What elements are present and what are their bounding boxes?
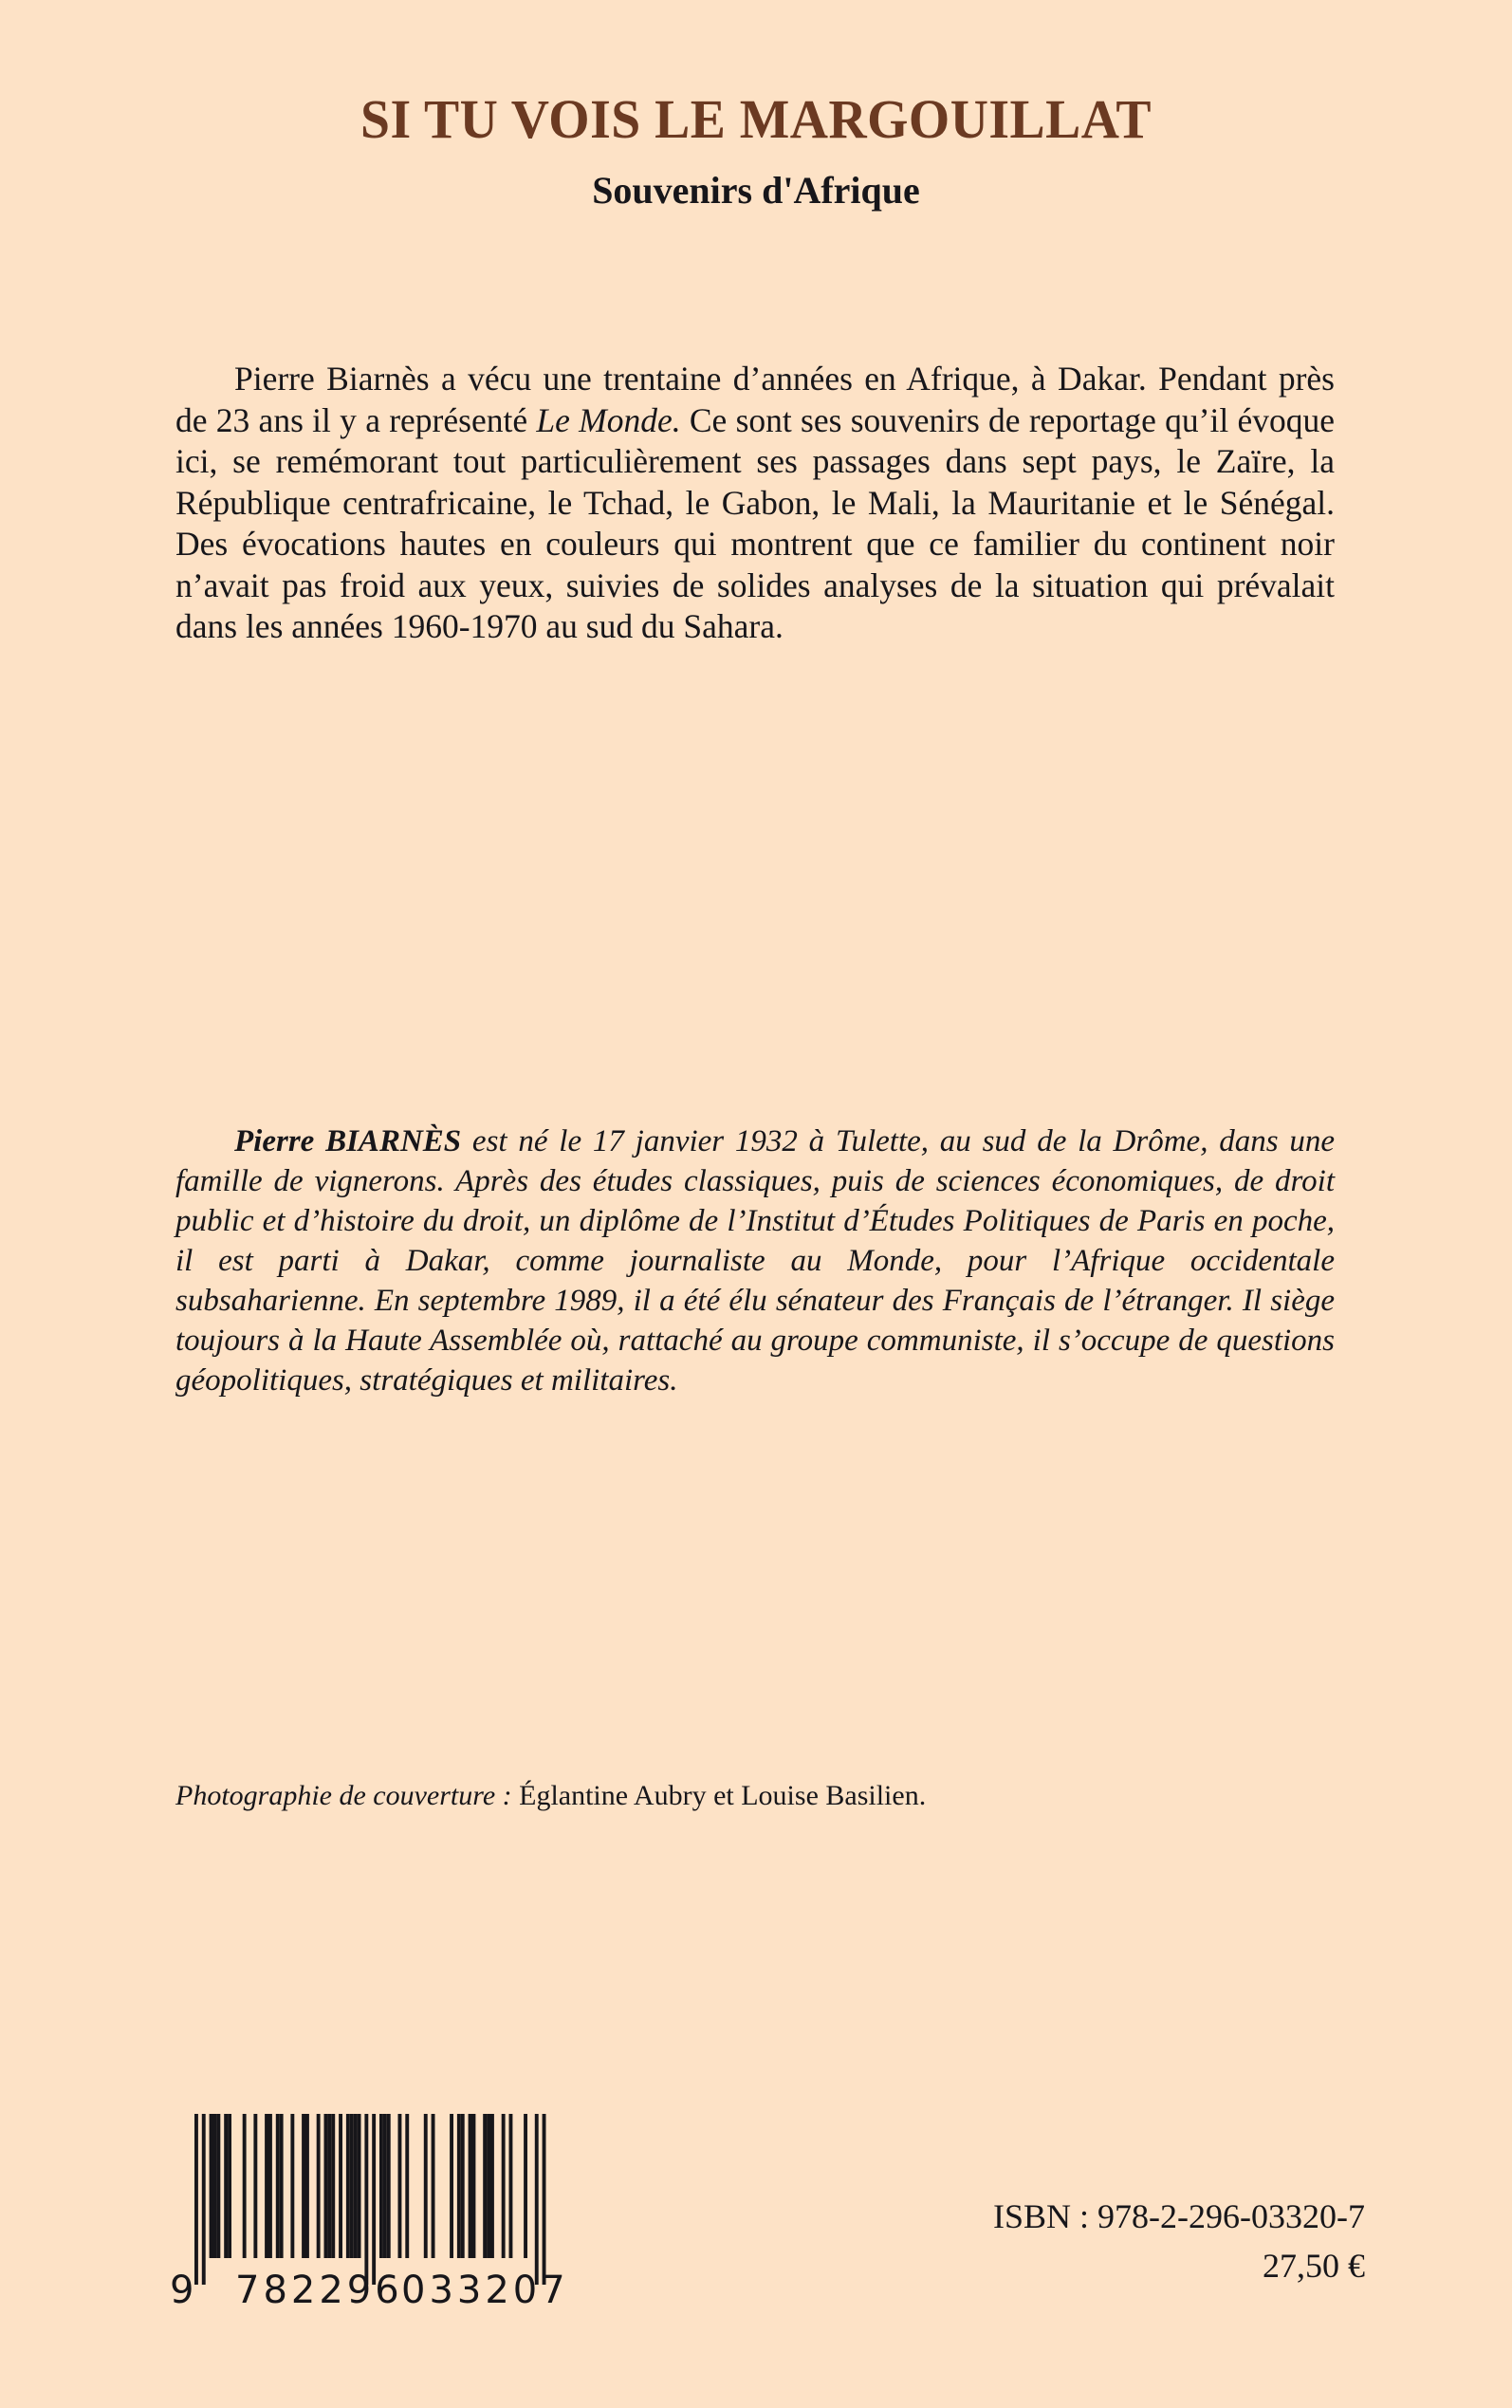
blurb-text-part2: Ce sont ses souvenirs de reportage qu’il évoque ici, se remémorant tout particulièrement ses passages dans sept pays, le Zaïre, la République centrafricaine, le Tchad, le Gabon, le Mali, la Mauritanie et le Sénégal. Des évocations hautes en couleurs qui montrent que ce familier du continent noir n’avait pas froid aux yeux, suivies de solides analyses de la situation qui prévalait dans les années 1960-1970 au sud du Sahara.: [175, 400, 1335, 645]
blurb-italic-le-monde: Le Monde.: [536, 400, 681, 439]
blurb-paragraph: [175, 359, 1335, 648]
price: 27,50 €: [1263, 2247, 1365, 2285]
photo-credit-label: Photographie de couverture :: [175, 1780, 512, 1811]
isbn-block: [993, 2192, 1365, 2290]
photo-credit-names: Églantine Aubry et Louise Basilien.: [511, 1780, 927, 1811]
svg-text:782296: 782296: [235, 2269, 403, 2310]
barcode: [166, 2106, 602, 2310]
barcode-icon: [166, 2106, 602, 2310]
page-title: SI TU VOIS LE MARGOUILLAT: [360, 88, 1152, 150]
photo-credit: [175, 1778, 1335, 1814]
author-name: Pierre BIARNÈS: [234, 1124, 462, 1158]
page-subtitle: Souvenirs d'Afrique: [592, 168, 920, 212]
title-block: [0, 88, 1512, 212]
svg-text:033207: 033207: [401, 2269, 569, 2310]
isbn-number: ISBN : 978-2-296-03320-7: [993, 2197, 1365, 2235]
author-bio-paragraph: [175, 1121, 1335, 1400]
barcode-lead-digit: 9: [170, 2269, 194, 2310]
author-bio-text: est né le 17 janvier 1932 à Tulette, au sud de la Drôme, dans une famille de vignerons. Après des études classiques, puis de sciences économiques, de droit public et d’histoire du droit, un diplôme de l’Institut d’Études Politiques de Paris en poche, il est parti à Dakar, comme journaliste au Monde, pour l’Afrique occidentale subsaharienne. En septembre 1989, il a été élu sénateur des Français de l’étranger. Il siège toujours à la Haute Assemblée où, rattaché au groupe communiste, il s’occupe de questions géopolitiques, stratégiques et militaires.: [175, 1124, 1335, 1398]
blurb-text-part1: Pierre Biarnès a vécu une trentaine d’années en Afrique, à Dakar. Pendant près de 23 ans il y a représenté: [175, 360, 1335, 439]
